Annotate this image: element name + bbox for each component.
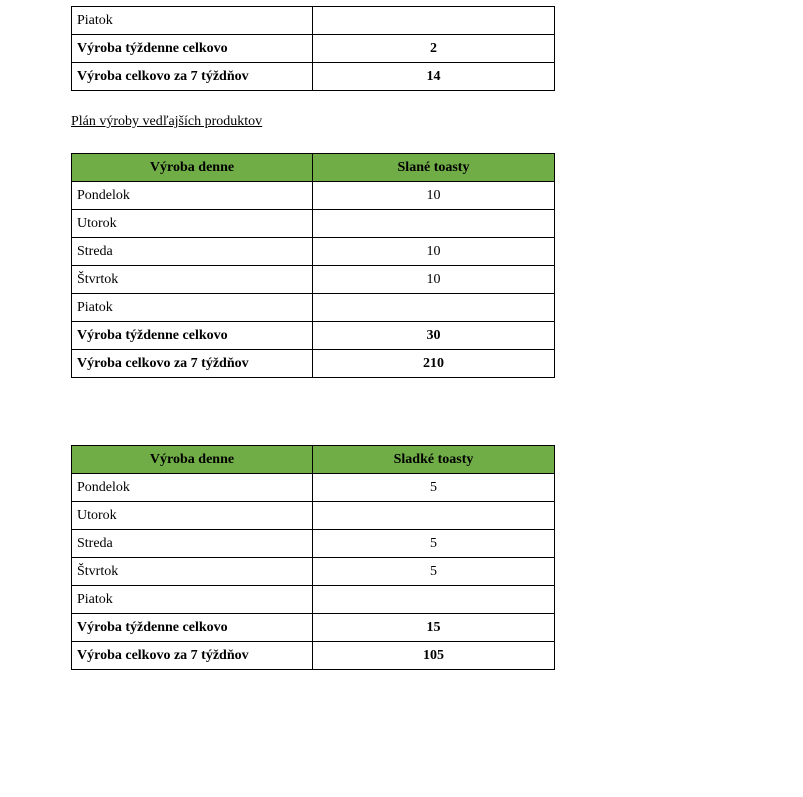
row-value	[313, 586, 555, 614]
row-value: 5	[313, 558, 555, 586]
row-label: Utorok	[72, 502, 313, 530]
table-header-row	[72, 446, 555, 474]
row-label: Výroba celkovo za 7 týždňov	[72, 350, 313, 378]
table-row	[72, 474, 555, 502]
table-row	[72, 238, 555, 266]
production-table-continued	[71, 6, 555, 91]
row-label: Štvrtok	[72, 558, 313, 586]
row-value	[313, 294, 555, 322]
section-heading: Plán výroby vedľajších produktov	[71, 114, 263, 129]
table-row	[72, 210, 555, 238]
table-row	[72, 7, 555, 35]
row-label: Utorok	[72, 210, 313, 238]
table-row	[72, 530, 555, 558]
row-value: 2	[313, 35, 555, 63]
row-value: 10	[313, 266, 555, 294]
sweet-toasts-table	[71, 445, 555, 670]
table-row	[72, 558, 555, 586]
table-row	[72, 502, 555, 530]
row-label: Streda	[72, 530, 313, 558]
weekly-total-row	[72, 614, 555, 642]
row-value: 15	[313, 614, 555, 642]
table-header-row	[72, 154, 555, 182]
row-label: Pondelok	[72, 474, 313, 502]
row-value: 10	[313, 182, 555, 210]
row-label: Streda	[72, 238, 313, 266]
table-row	[72, 182, 555, 210]
row-label: Výroba týždenne celkovo	[72, 35, 313, 63]
column-header-product: Slané toasty	[313, 154, 555, 182]
row-label: Štvrtok	[72, 266, 313, 294]
row-value: 5	[313, 530, 555, 558]
row-value: 105	[313, 642, 555, 670]
row-value: 210	[313, 350, 555, 378]
row-label: Výroba celkovo za 7 týždňov	[72, 63, 313, 91]
row-value	[313, 210, 555, 238]
table-row	[72, 294, 555, 322]
row-label: Pondelok	[72, 182, 313, 210]
column-header-day: Výroba denne	[72, 446, 313, 474]
row-label: Výroba celkovo za 7 týždňov	[72, 642, 313, 670]
salty-toasts-table	[71, 153, 555, 378]
row-value: 5	[313, 474, 555, 502]
seven-week-total-row	[72, 350, 555, 378]
row-value: 14	[313, 63, 555, 91]
table-row	[72, 266, 555, 294]
column-header-product: Sladké toasty	[313, 446, 555, 474]
row-value	[313, 502, 555, 530]
row-label: Výroba týždenne celkovo	[72, 322, 313, 350]
table-row	[72, 586, 555, 614]
row-label: Výroba týždenne celkovo	[72, 614, 313, 642]
seven-week-total-row	[72, 63, 555, 91]
row-value: 10	[313, 238, 555, 266]
weekly-total-row	[72, 322, 555, 350]
seven-week-total-row	[72, 642, 555, 670]
row-label: Piatok	[72, 7, 313, 35]
row-label: Piatok	[72, 586, 313, 614]
row-value: 30	[313, 322, 555, 350]
row-label: Piatok	[72, 294, 313, 322]
weekly-total-row	[72, 35, 555, 63]
row-value	[313, 7, 555, 35]
column-header-day: Výroba denne	[72, 154, 313, 182]
